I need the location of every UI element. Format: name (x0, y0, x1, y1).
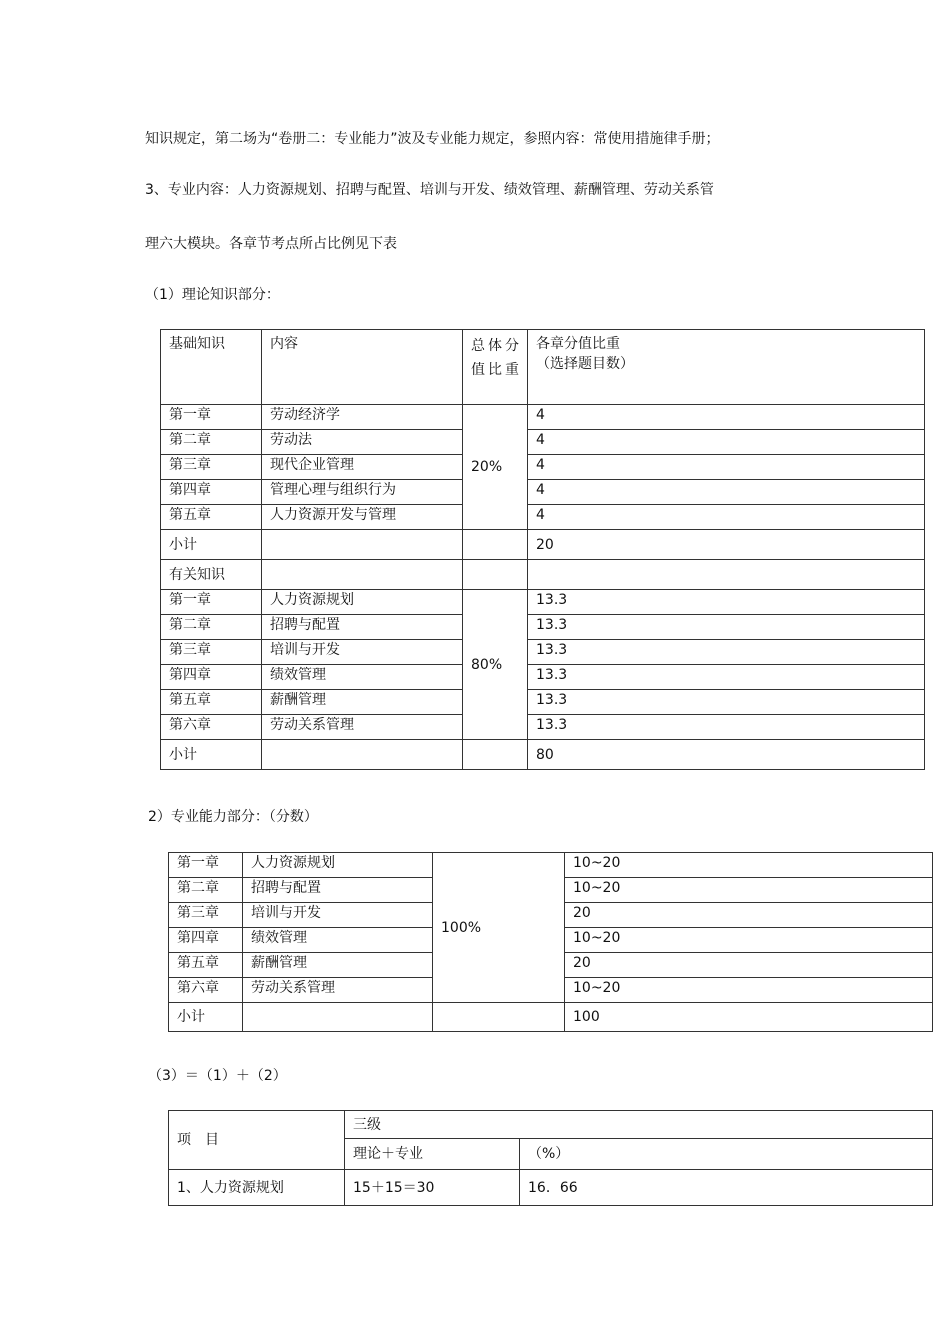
level-header: 三级 (345, 1111, 933, 1139)
chapter-cell: 第六章 (169, 978, 243, 1003)
content-cell: 薪酬管理 (243, 953, 433, 978)
empty-cell (463, 560, 528, 590)
percent-header: （%） (520, 1139, 933, 1170)
content-cell: 培训与开发 (262, 640, 463, 665)
table-row (169, 1170, 933, 1206)
content-cell: 人力资源规划 (262, 590, 463, 615)
chapter-cell: 第五章 (169, 953, 243, 978)
value-cell: 4 (528, 430, 925, 455)
empty-cell (463, 740, 528, 770)
value-cell: 10~20 (565, 928, 933, 953)
subtotal-label: 小计 (169, 1003, 243, 1032)
subtotal-row (161, 530, 925, 560)
value-cell: 4 (528, 505, 925, 530)
header-chapter-weight-line2: （选择题目数） (536, 356, 634, 372)
chapter-cell: 第三章 (161, 455, 262, 480)
value-cell: 13.3 (528, 690, 925, 715)
empty-cell (243, 1003, 433, 1032)
formula-cell: 15＋15＝30 (345, 1170, 520, 1206)
header-chapter-weight (528, 330, 925, 405)
content-cell: 现代企业管理 (262, 455, 463, 480)
subtotal-value: 80 (528, 740, 925, 770)
content-cell: 管理心理与组织行为 (262, 480, 463, 505)
empty-cell (262, 740, 463, 770)
table-row (161, 665, 925, 690)
table-row (161, 590, 925, 615)
value-cell: 13.3 (528, 715, 925, 740)
empty-cell (433, 1003, 565, 1032)
paragraph-line-3: 理六大模块。各章节考点所占比例见下表 (145, 236, 397, 252)
subtotal-label: 小计 (161, 530, 262, 560)
header-total-weight: 总体分值比重 (463, 330, 528, 405)
chapter-cell: 第二章 (169, 878, 243, 903)
chapter-cell: 第四章 (161, 480, 262, 505)
empty-cell (528, 560, 925, 590)
chapter-cell: 第二章 (161, 615, 262, 640)
chapter-cell: 第五章 (161, 505, 262, 530)
content-cell: 劳动关系管理 (262, 715, 463, 740)
related-knowledge-label: 有关知识 (161, 560, 262, 590)
value-cell: 20 (565, 903, 933, 928)
content-cell: 招聘与配置 (243, 878, 433, 903)
value-cell: 4 (528, 405, 925, 430)
table-row (161, 640, 925, 665)
table-row (161, 615, 925, 640)
value-cell: 20 (565, 953, 933, 978)
empty-cell (262, 560, 463, 590)
header-chapter-weight-line1: 各章分值比重 (536, 336, 620, 352)
content-cell: 劳动经济学 (262, 405, 463, 430)
content-cell: 绩效管理 (262, 665, 463, 690)
section3-heading: （3）＝（1）＋（2） (148, 1068, 287, 1084)
chapter-cell: 第六章 (161, 715, 262, 740)
value-cell: 13.3 (528, 590, 925, 615)
group1-weight: 20% (463, 405, 528, 530)
content-cell: 人力资源规划 (243, 853, 433, 878)
subtotal-label: 小计 (161, 740, 262, 770)
content-cell: 薪酬管理 (262, 690, 463, 715)
related-knowledge-row (161, 560, 925, 590)
value-cell: 13.3 (528, 665, 925, 690)
chapter-cell: 第二章 (161, 430, 262, 455)
value-cell: 13.3 (528, 615, 925, 640)
table-row (161, 690, 925, 715)
table-row (161, 715, 925, 740)
chapter-cell: 第四章 (169, 928, 243, 953)
section2-weight: 100% (433, 853, 565, 1003)
subtotal-value: 100 (565, 1003, 933, 1032)
chapter-cell: 第一章 (161, 405, 262, 430)
table-row (161, 505, 925, 530)
theory-plus-professional-header: 理论＋专业 (345, 1139, 520, 1170)
theory-knowledge-table (160, 329, 925, 770)
empty-cell (463, 530, 528, 560)
content-cell: 绩效管理 (243, 928, 433, 953)
section1-heading: （1）理论知识部分： (145, 287, 280, 303)
summary-header-row (169, 1111, 933, 1139)
chapter-cell: 第三章 (169, 903, 243, 928)
value-cell: 10~20 (565, 978, 933, 1003)
chapter-cell: 第五章 (161, 690, 262, 715)
table-row (161, 405, 925, 430)
paragraph-line-1: 知识规定，第二场为“卷册二：专业能力”波及专业能力规定，参照内容：常使用措施律手册； (145, 131, 720, 147)
section2-heading: 2）专业能力部分：（分数） (148, 809, 318, 825)
content-cell: 人力资源开发与管理 (262, 505, 463, 530)
chapter-cell: 第四章 (161, 665, 262, 690)
table-row (161, 455, 925, 480)
content-cell: 培训与开发 (243, 903, 433, 928)
value-cell: 4 (528, 455, 925, 480)
subtotal-value: 20 (528, 530, 925, 560)
professional-ability-table (168, 852, 933, 1032)
empty-cell (262, 530, 463, 560)
header-content: 内容 (262, 330, 463, 405)
header-basic-knowledge: 基础知识 (161, 330, 262, 405)
table-row (161, 480, 925, 505)
summary-table (168, 1110, 933, 1206)
table-row (169, 853, 933, 878)
paragraph-line-2: 3、专业内容：人力资源规划、招聘与配置、培训与开发、绩效管理、薪酬管理、劳动关系管 (145, 182, 714, 198)
chapter-cell: 第三章 (161, 640, 262, 665)
chapter-cell: 第一章 (169, 853, 243, 878)
value-cell: 4 (528, 480, 925, 505)
content-cell: 劳动关系管理 (243, 978, 433, 1003)
item-cell: 1、人力资源规划 (169, 1170, 345, 1206)
table-row (161, 430, 925, 455)
group2-weight: 80% (463, 590, 528, 740)
subtotal-row (169, 1003, 933, 1032)
percent-cell: 16．66 (520, 1170, 933, 1206)
item-header: 项 目 (169, 1111, 345, 1170)
table-header-row (161, 330, 925, 405)
value-cell: 10~20 (565, 878, 933, 903)
content-cell: 招聘与配置 (262, 615, 463, 640)
chapter-cell: 第一章 (161, 590, 262, 615)
value-cell: 10~20 (565, 853, 933, 878)
content-cell: 劳动法 (262, 430, 463, 455)
subtotal-row (161, 740, 925, 770)
value-cell: 13.3 (528, 640, 925, 665)
